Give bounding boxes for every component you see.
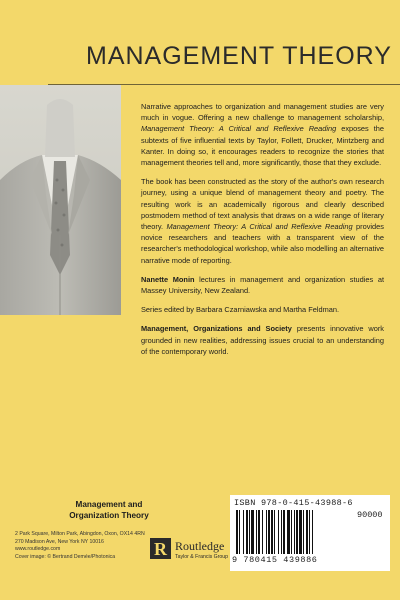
address-line: 270 Madison Ave, New York NY 10016 [15,538,104,545]
barcode-bar [283,510,285,554]
series-title: Management and Organization Theory [69,500,149,520]
barcode-bar [274,510,275,554]
publisher-subtitle: Taylor & Francis Group [175,554,229,560]
author-name: Nanette Monin [141,274,195,284]
blurb-paragraph-2: The book has been constructed as the story of the author's own research journey, using a unique blend of management theory and poetry. The resulting work is an academically rigorous and clearly described postmodern method of text analysis that draws on a wide range of literary theory. Management Theory: A Critical and Reflexive Reading provides novice researchers and teachers with a transparent view of the researcher's methodological workshop, while also modelling an alternative narrative mode of reporting. [141,177,384,265]
barcode-bar [294,510,295,554]
author-bio: Nanette Monin lectures in management and organization studies at Massey University, New Zealand. [141,274,384,296]
barcode-bar [309,510,310,554]
barcode-bar [296,510,298,554]
barcode-bar [239,510,240,554]
barcode-bar [306,510,308,554]
barcode-bar [251,510,254,554]
barcode-bar [262,510,263,554]
publisher-name: Routledge [175,539,225,553]
barcode-bar [287,510,290,554]
isbn: ISBN 978-0-415-43988-6 [234,498,353,508]
barcode-bar [246,510,248,554]
cover-credit: Cover image: © Bertrand Demée/Photonica [15,553,116,560]
barcode-bar [236,510,238,554]
price-code: 90000 [357,510,383,520]
barcode-bar [291,510,292,554]
barcode-bar [312,510,313,554]
barcode-bar [243,510,244,554]
barcode-bar [281,510,282,554]
barcode-bar [266,510,267,554]
book-title-italic: Management Theory: A Critical and Reflexive Reading [166,222,353,232]
barcode-icon [234,510,354,556]
barcode-bar [303,510,304,554]
series-description: Management, Organizations and Society presents innovative work grounded in new realities, addressing issues crucial to an understanding of the contemporary world. [141,324,385,356]
series-editors: Series edited by Barbara Czarniawska and Martha Feldman. [141,305,340,315]
cover-photo [0,85,121,315]
ean-number: 9 780415 439886 [232,555,318,565]
back-cover-blurb [141,101,384,365]
book-title-italic: Management Theory: A Critical and Reflexive Reading [141,124,337,134]
barcode-bar [299,510,302,554]
barcode-bar [249,510,250,554]
routledge-logo-icon: R [150,538,171,559]
series-name: Management, Organizations and Society [141,324,292,334]
barcode-bar [268,510,270,554]
website: www.routledge.com [15,546,61,553]
barcode-bar [271,510,273,554]
publisher-address [15,531,165,561]
barcode-box [230,495,390,571]
address-line: 2 Park Square, Milton Park, Abingdon, Oxon, OX14 4RN [15,531,145,537]
barcode-bar [258,510,260,554]
blurb-paragraph-1: Narrative approaches to organization and management studies are very much in vogue. Offering a new challenge to management scholarship, Management Theory: A Critical and Reflexive Reading exposes the subtexts of five influential texts by Taylor, Follett, Drucker, Mintzberg and Kanter. In doing so, it encourages readers to recognize the stories that management theories tell and, more significantly, those that they exclude. [141,102,384,168]
book-title: MANAGEMENT THEORY [86,42,392,70]
barcode-bar [278,510,279,554]
barcode-bar [256,510,257,554]
